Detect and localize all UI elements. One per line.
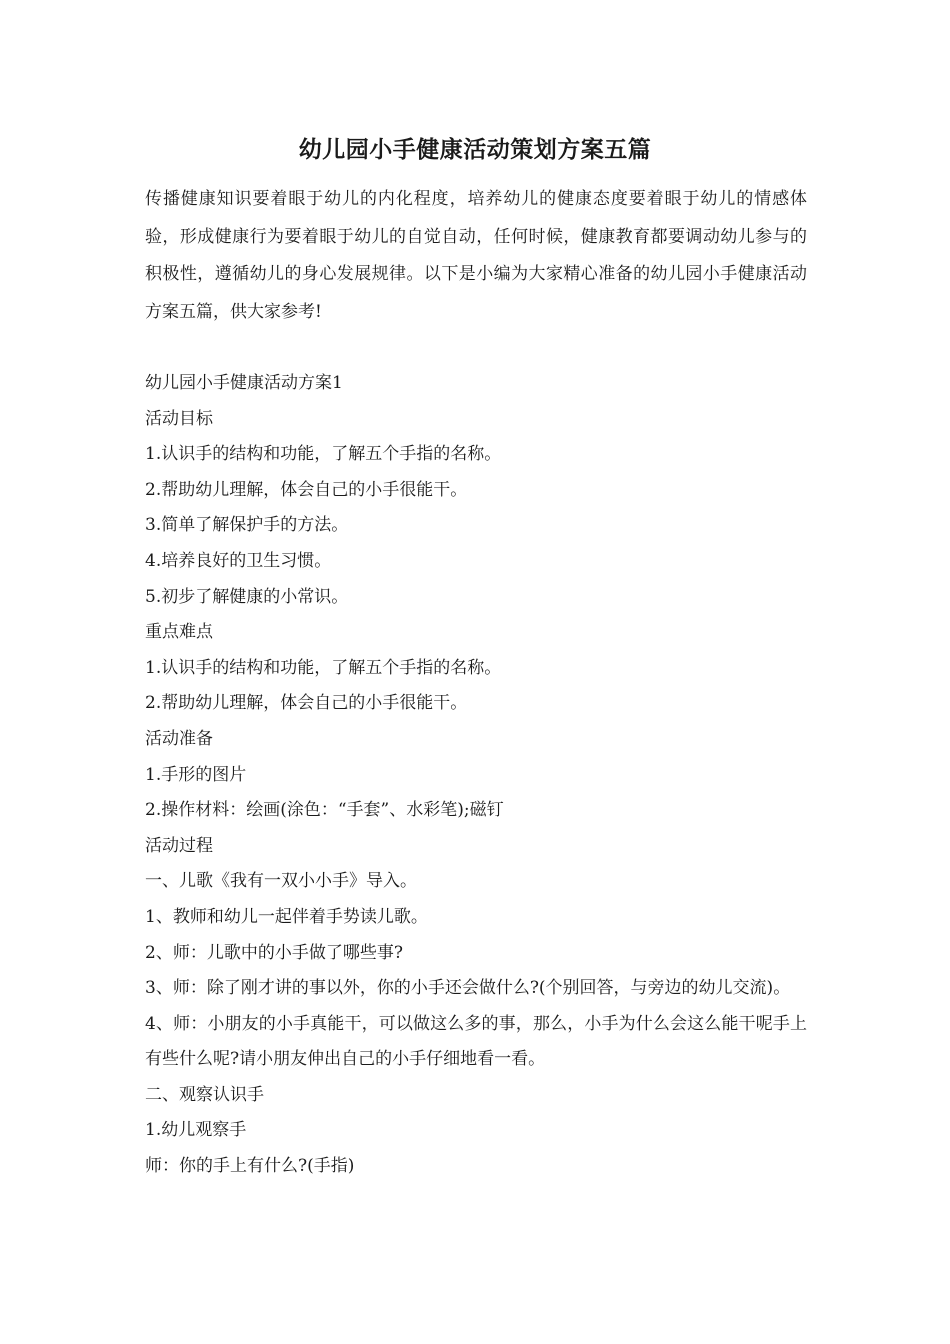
list-item: 一、儿歌《我有一双小小手》导入。 (145, 871, 417, 892)
list-item: 1.认识手的结构和功能，了解五个手指的名称。 (145, 657, 502, 678)
list-item: 3、师：除了刚才讲的事以外，你的小手还会做什么?(个别回答，与旁边的幼儿交流)。 (145, 978, 791, 999)
list-item: 2.操作材料：绘画(涂色：“手套”、水彩笔);磁钉 (145, 800, 504, 821)
list-item: 1.认识手的结构和功能，了解五个手指的名称。 (145, 444, 502, 465)
list-item: 师：你的手上有什么?(手指) (145, 1156, 355, 1177)
subheading: 活动过程 (145, 835, 213, 856)
subheading: 活动准备 (145, 728, 213, 749)
list-item: 2.帮助幼儿理解，体会自己的小手很能干。 (145, 479, 468, 500)
intro-paragraph: 传播健康知识要着眼于幼儿的内化程度，培养幼儿的健康态度要着眼于幼儿的情感体验，形成健康行为要着眼于幼儿的自觉自动，任何时候，健康教育都要调动幼儿参与的积极性，遵循幼儿的身心发展规律。以下是小编为大家精心准备的幼儿园小手健康活动方案五篇，供大家参考! (145, 189, 807, 322)
list-item: 5.初步了解健康的小常识。 (145, 586, 349, 607)
document-title: 幼儿园小手健康活动策划方案五篇 (298, 136, 652, 163)
list-item: 1.幼儿观察手 (145, 1120, 247, 1141)
list-item: 二、观察认识手 (145, 1084, 264, 1105)
document-body (145, 366, 807, 1185)
list-item: 4.培养良好的卫生习惯。 (145, 550, 332, 571)
subheading: 重点难点 (145, 622, 213, 643)
list-item: 2、师：儿歌中的小手做了哪些事? (145, 942, 403, 963)
list-item: 1、教师和幼儿一起伴着手势读儿歌。 (145, 906, 428, 927)
list-item: 2.帮助幼儿理解，体会自己的小手很能干。 (145, 693, 468, 714)
list-item: 1.手形的图片 (145, 764, 247, 785)
list-item: 3.简单了解保护手的方法。 (145, 515, 349, 536)
subheading: 活动目标 (145, 408, 213, 429)
section-heading: 幼儿园小手健康活动方案1 (145, 373, 343, 393)
list-item: 4、师：小朋友的小手真能干，可以做这么多的事，那么，小手为什么会这么能干呢手上有些什么呢?请小朋友伸出自己的小手仔细地看一看。 (145, 1013, 807, 1070)
